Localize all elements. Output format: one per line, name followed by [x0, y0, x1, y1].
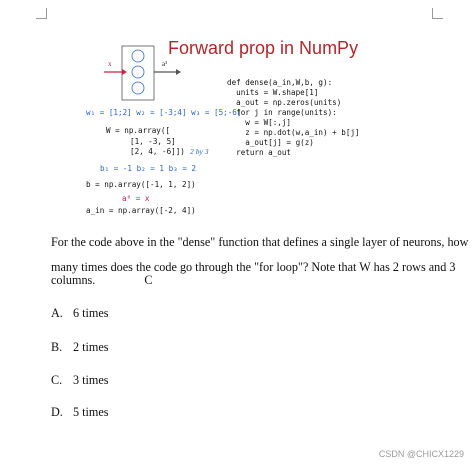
a-in-def: a_in = np.array([-2, 4]): [86, 206, 196, 215]
question-line-3-wrap: [51, 268, 153, 293]
code-line: for j in range(units):: [227, 108, 337, 117]
code-line: units = W.shape[1]: [227, 88, 319, 97]
w-array-def: W = np.array([: [106, 126, 171, 135]
option-b: [51, 340, 109, 355]
option-letter: C.: [51, 373, 63, 387]
page-corner-mark-right: [432, 8, 443, 19]
a1-label: a¹: [162, 60, 168, 68]
option-text: 6 times: [73, 306, 109, 320]
answer-mark: C: [144, 273, 153, 287]
code-line: w = W[:,j]: [227, 118, 292, 127]
code-line: a_out[j] = g(z): [227, 138, 314, 147]
option-letter: B.: [51, 340, 63, 354]
input-arrow-head: [122, 69, 127, 75]
code-line: z = np.dot(w,a_in) + b[j]: [227, 128, 360, 137]
neuron-3: [132, 82, 144, 94]
shape-note: 2 by 3: [190, 147, 209, 156]
a0-label: a⁰ = x: [122, 194, 150, 203]
layer-box: [122, 46, 154, 100]
matrix-row-2: [2, 4, -6]]): [130, 147, 185, 156]
option-c: [51, 373, 109, 388]
neuron-1: [132, 50, 144, 62]
watermark: CSDN @CHICX1229: [378, 449, 464, 459]
option-text: 3 times: [73, 373, 109, 387]
code-line: def dense(a_in,W,b, g):: [227, 78, 333, 87]
slide-image: [86, 36, 416, 218]
slide-title: Forward prop in NumPy: [168, 38, 359, 58]
option-text: 2 times: [73, 340, 109, 354]
option-d: [51, 405, 109, 420]
b-array-def: b = np.array([-1, 1, 2]): [86, 180, 196, 189]
option-a: [51, 306, 109, 321]
neuron-2: [132, 66, 144, 78]
weight-vectors: w₁ = [1;2] w₂ = [-3;4] w₃ = [5;-6]: [86, 108, 242, 117]
code-line: return a_out: [227, 148, 292, 157]
bias-values: b₁ = -1 b₂ = 1 b₃ = 2: [100, 164, 197, 173]
question-line-3: columns.: [51, 273, 96, 287]
code-line: a_out = np.zeros(units): [227, 98, 342, 107]
dense-function-code: [227, 78, 360, 158]
x-label: x: [108, 60, 112, 68]
matrix-row-1: [1, -3, 5]: [130, 137, 176, 146]
option-letter: A.: [51, 306, 63, 320]
page-corner-mark-left: [36, 8, 47, 19]
question-line-1: For the code above in the "dense" function that defines a single layer of neurons, how: [51, 235, 469, 249]
output-arrow-head: [176, 69, 181, 75]
question-line-2: many times does the code go through the "for loop"? Note that W has 2 rows and 3: [51, 260, 456, 274]
option-letter: D.: [51, 405, 63, 419]
option-text: 5 times: [73, 405, 109, 419]
